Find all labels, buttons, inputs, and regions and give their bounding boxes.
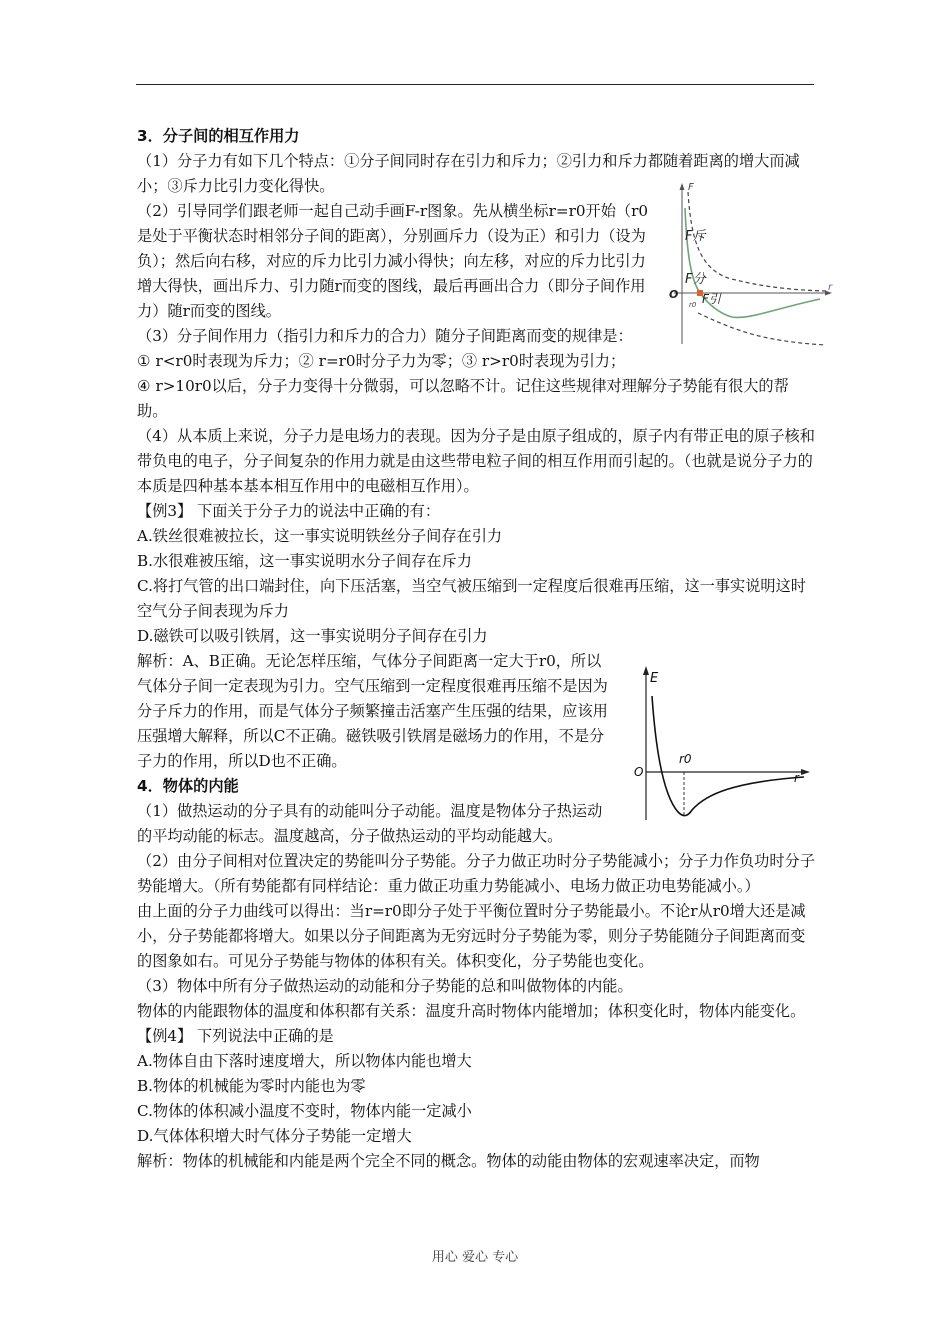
example4-solution: 解析：物体的机械能和内能是两个完全不同的概念。物体的动能由物体的宏观速率决定，而物 (137, 1152, 760, 1170)
header-rule (136, 84, 814, 85)
heading-molecular-force: 3．分子间的相互作用力 (137, 127, 300, 145)
example4-option-a: A.物体自由下落时速度增大，所以物体内能也增大 (137, 1052, 472, 1070)
attractive-force-label: F引 (702, 292, 721, 306)
example4-option-d: D.气体体积增大时气体分子势能一定增大 (137, 1127, 412, 1145)
para-force-law-items: ① r<r0时表现为斥力；② r=r0时分子力为零；③ r>r0时表现为引力； (137, 352, 626, 370)
example3-solution: 解析：A、B正确。无论怎样压缩，气体分子间距离一定大于r0，所以气体分子间一定表现为引力。空气压缩到一定程度很难再压缩不是因为分子斥力的作用，而是气体分子频繁撞击活塞产生压强的结果，应该用压强增大解释，所以C不正确。磁铁吸引铁屑是磁场力的作用，不是分子力的作用，所以D也不正确。 (137, 652, 608, 770)
force-r0-label: r0 (689, 301, 697, 309)
example4-option-b: B.物体的机械能为零时内能也为零 (137, 1077, 366, 1095)
energy-origin-label: O (634, 765, 644, 779)
example4-option-c: C.物体的体积减小温度不变时，物体内能一定减小 (137, 1102, 472, 1120)
energy-axis-label: E (650, 671, 659, 686)
para-force-law-item4: ④ r>10r0以后，分子力变得十分微弱，可以忽略不计。记住这些规律对理解分子势能有很大的帮助。 (137, 377, 789, 420)
net-force-label: F分 (685, 272, 706, 287)
page-footer: 用心 爱心 专心 (431, 1250, 519, 1265)
energy-r0-label: r0 (679, 752, 692, 766)
force-distance-figure (668, 180, 840, 348)
force-origin-label: O (669, 288, 679, 301)
example3-title: 【例3】 下面关于分子力的说法中正确的有： (137, 502, 441, 520)
para-force-law: （3）分子间作用力（指引力和斥力的合力）随分子间距离而变的规律是： (137, 327, 633, 345)
energy-y-arrow (643, 666, 649, 675)
example3-option-c: C.将打气管的出口端封住，向下压活塞，当空气被压缩到一定程度后很难再压缩，这一事实说明这时空气分子间表现为斥力 (137, 577, 806, 620)
para-kinetic-energy: （1）做热运动的分子具有的动能叫分子动能。温度是物体分子热运动的平均动能的标志。温度越高，分子做热运动的平均动能越大。 (137, 802, 603, 845)
para-force-nature: （4）从本质上来说，分子力是电场力的表现。因为分子是由原子组成的，原子内有带正电的原子核和带负电的电子，分子间复杂的作用力就是由这些带电粒子间的相互作用而引起的。（也就是说分子力的本质是四种基本基本相互作用中的电磁相互作用）。 (137, 427, 815, 495)
potential-energy-figure (634, 664, 816, 824)
force-axis-label: F (688, 182, 694, 193)
energy-x-axis-label: r (794, 771, 799, 785)
example3-option-b: B.水很难被压缩，这一事实说明水分子间存在斥力 (137, 552, 472, 570)
para-fr-graph: （2）引导同学们跟老师一起自己动手画F-r图象。先从横坐标r=r0开始（r0是处于平衡状态时相邻分子间的距离），分别画斥力（设为正）和引力（设为负）；然后向右移，对应的斥力比引力减小得快；向左移，对应的斥力比引力增大得快，画出斥力、引力随r而变的图线，最后再画出合力（即分子间作用力）随r而变的图线。 (137, 202, 648, 320)
para-force-features: （1）分子力有如下几个特点：①分子间同时存在引力和斥力；②引力和斥力都随着距离的增大而减小；③斥力比引力变化得快。 (137, 152, 800, 195)
para-potential-curve: 由上面的分子力曲线可以得出：当r=r0即分子处于平衡位置时分子势能最小。不论r从r0增大还是减小，分子势能都将增大。如果以分子间距离为无穷远时分子势能为零，则分子势能随分子间距离而变的图象如右。可见分子势能与物体的体积有关。体积变化，分子势能也变化。 (137, 902, 806, 970)
example4-title: 【例4】 下列说法中正确的是 (137, 1027, 334, 1045)
repulsive-force-label: F斥 (685, 229, 706, 244)
para-internal-energy-def: （3）物体中所有分子做热运动的动能和分子势能的总和叫做物体的内能。 (137, 977, 633, 995)
heading-internal-energy: 4．物体的内能 (137, 777, 239, 795)
example3-option-a: A.铁丝很难被拉长，这一事实说明铁丝分子间存在引力 (137, 527, 503, 545)
example3-option-d: D.磁铁可以吸引铁屑，这一事实说明分子间存在引力 (137, 627, 488, 645)
attractive-force-curve (698, 313, 826, 345)
repulsive-force-curve (688, 192, 826, 291)
force-x-axis-label: r (828, 282, 833, 293)
force-y-arrow (680, 183, 685, 190)
para-internal-energy-factors: 物体的内能跟物体的温度和体积都有关系：温度升高时物体内能增加；体积变化时，物体内能变化。 (137, 1002, 806, 1020)
energy-x-arrow (801, 769, 810, 775)
para-potential-energy: （2）由分子间相对位置决定的势能叫分子势能。分子力做正功时分子势能减小；分子力作负功时分子势能增大。（所有势能都有同样结论：重力做正功重力势能减小、电场力做正功电势能减小。） (137, 852, 815, 895)
potential-energy-curve (652, 696, 804, 816)
